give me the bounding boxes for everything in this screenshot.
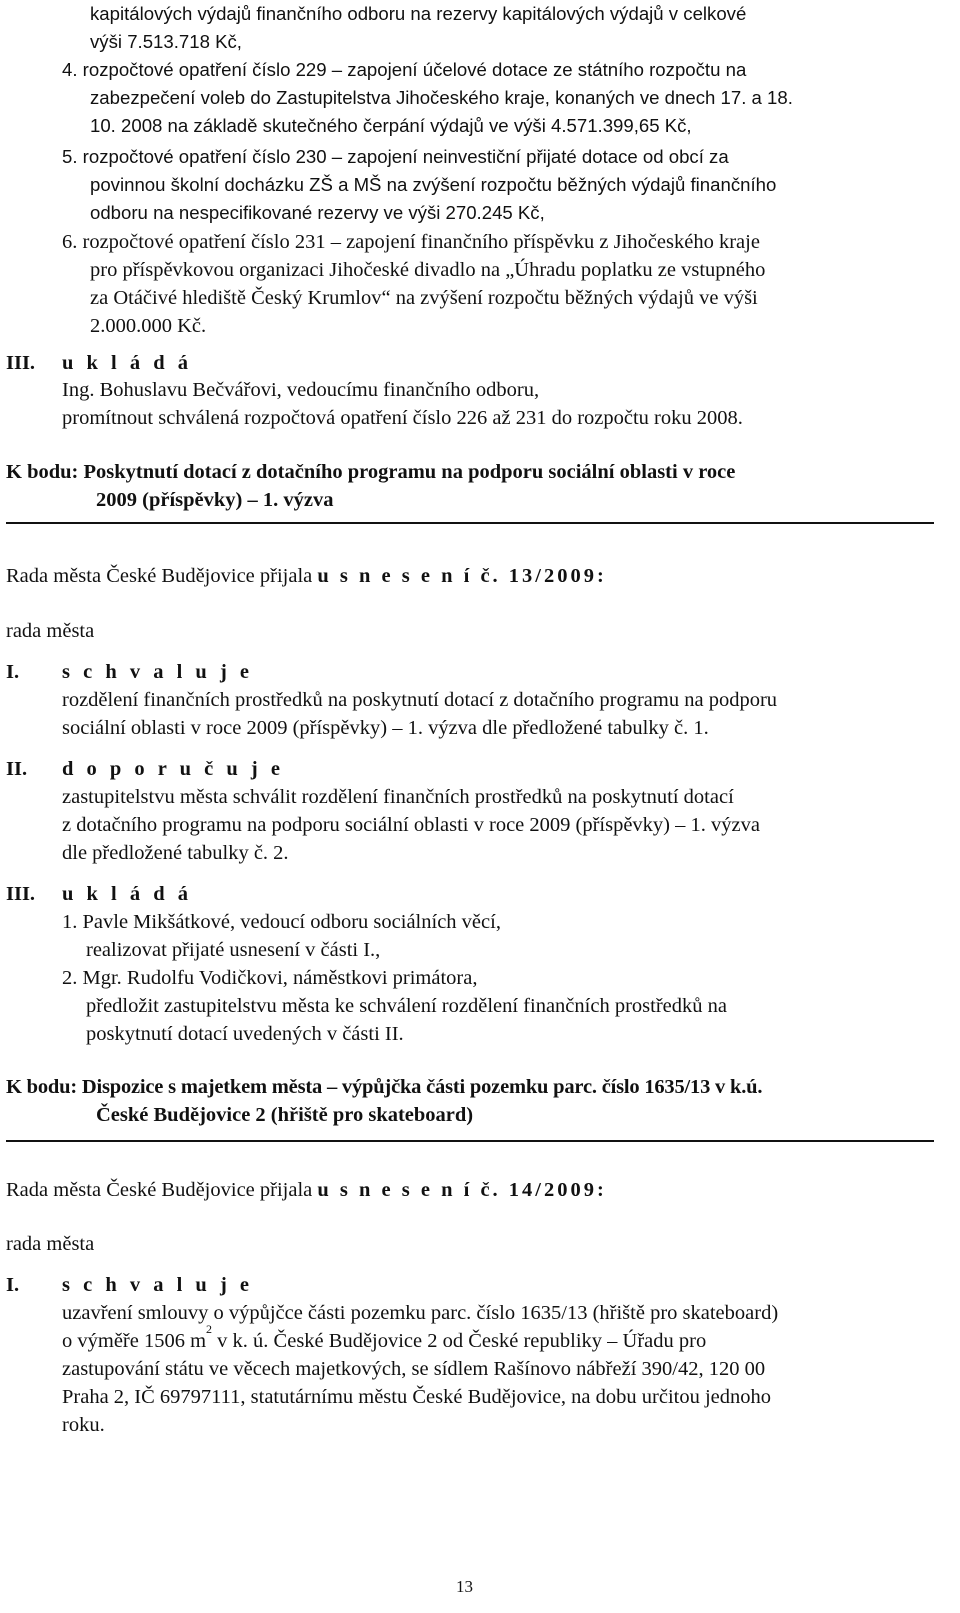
text-line: zastupování státu ve věcech majetkových, se sídlem Rašínovo nábřeží 390/42, 120 00 [62, 1358, 766, 1380]
text-line: zabezpečení voleb do Zastupitelstva Jihočeského kraje, konaných ve dnech 17. a 18. [90, 87, 793, 108]
section-number: II. [6, 758, 28, 780]
text-line: Ing. Bohuslavu Bečvářovi, vedoucímu finančního odboru, [62, 379, 540, 401]
text-line: rozdělení finančních prostředků na poskytnutí dotací z dotačního programu na podporu [62, 689, 778, 711]
divider [6, 1140, 934, 1142]
text-line: zastupitelstvu města schválit rozdělení finančních prostředků na poskytnutí dotací [62, 786, 734, 808]
agenda-heading-cont: České Budějovice 2 (hřiště pro skateboard) [96, 1104, 474, 1126]
text-line: 1. Pavle Mikšátkové, vedoucí odboru sociálních věcí, [62, 911, 501, 933]
resolution-verb: s c h v a l u j e [62, 661, 253, 683]
text-line: uzavření smlouvy o výpůjčce části pozemku parc. číslo 1635/13 (hřiště pro skateboard) [62, 1302, 779, 1324]
list-item-4: 4. rozpočtové opatření číslo 229 – zapojení účelové dotace ze státního rozpočtu na [62, 59, 747, 80]
text-line: sociální oblasti v roce 2009 (příspěvky) – 1. výzva dle předložené tabulky č. 1. [62, 717, 709, 739]
text-line: o výměře 1506 $m^2$ v k. ú. České Budějovice 2 od České republiky – Úřadu pro [62, 1322, 707, 1352]
section-number: III. [6, 352, 36, 374]
section-number: III. [6, 883, 36, 905]
text-line: 2.000.000 Kč. [90, 315, 207, 337]
list-item-5: 5. rozpočtové opatření číslo 230 – zapojení neinvestiční přijaté dotace od obcí za [62, 146, 729, 167]
rada-mesta: rada města [6, 1233, 95, 1255]
text-line: poskytnutí dotací uvedených v části II. [86, 1023, 404, 1045]
text-line: dle předložené tabulky č. 2. [62, 842, 289, 864]
resolution-verb: d o p o r u č u j e [62, 758, 284, 780]
agenda-heading: K bodu: Poskytnutí dotací z dotačního programu na podporu sociální oblasti v roce [6, 461, 736, 483]
text-line: 10. 2008 na základě skutečného čerpání výdajů ve výši 4.571.399,65 Kč, [90, 115, 692, 136]
text-line: za Otáčivé hlediště Český Krumlov“ na zvýšení rozpočtu běžných výdajů ve výši [90, 287, 758, 309]
resolution-intro: Rada města České Budějovice přijala u s n e s e n í č. 13/2009: [6, 565, 607, 587]
list-item-6: 6. rozpočtové opatření číslo 231 – zapojení finančního příspěvku z Jihočeského kraje [62, 231, 760, 253]
resolution-verb: s c h v a l u j e [62, 1274, 253, 1296]
rada-mesta: rada města [6, 620, 95, 642]
text-line: odboru na nespecifikované rezervy ve výši 270.245 Kč, [90, 202, 545, 223]
text-line: roku. [62, 1414, 105, 1436]
text-line: promítnout schválená rozpočtová opatření číslo 226 až 231 do rozpočtu roku 2008. [62, 407, 743, 429]
agenda-heading-cont: 2009 (příspěvky) – 1. výzva [96, 489, 334, 511]
section-number: I. [6, 661, 20, 683]
resolution-verb: u k l á d á [62, 883, 193, 905]
text-line: předložit zastupitelstvu města ke schválení rozdělení finančních prostředků na [86, 995, 727, 1017]
text-line: pro příspěvkovou organizaci Jihočeské divadlo na „Úhradu poplatku ze vstupného [90, 259, 766, 281]
resolution-intro: Rada města České Budějovice přijala u s n e s e n í č. 14/2009: [6, 1179, 607, 1201]
section-number: I. [6, 1274, 20, 1296]
text-line: povinnou školní docházku ZŠ a MŠ na zvýšení rozpočtu běžných výdajů finančního [90, 174, 777, 195]
text-line: kapitálových výdajů finančního odboru na rezervy kapitálových výdajů v celkové [90, 3, 747, 24]
divider [6, 522, 934, 524]
superscript: 2 [206, 1322, 213, 1336]
text-line: z dotačního programu na podporu sociální oblasti v roce 2009 (příspěvky) – 1. výzva [62, 814, 760, 836]
text-line: Praha 2, IČ 69797111, statutárnímu městu České Budějovice, na dobu určitou jednoho [62, 1386, 772, 1408]
text-line: výši 7.513.718 Kč, [90, 31, 242, 52]
page-number: 13 [456, 1577, 473, 1596]
text-line: realizovat přijaté usnesení v části I., [86, 939, 381, 961]
text-line: 2. Mgr. Rudolfu Vodičkovi, náměstkovi primátora, [62, 967, 478, 989]
agenda-heading: K bodu: Dispozice s majetkem města – výpůjčka části pozemku parc. číslo 1635/13 v k.ú. [6, 1076, 763, 1098]
resolution-verb: u k l á d á [62, 352, 193, 374]
